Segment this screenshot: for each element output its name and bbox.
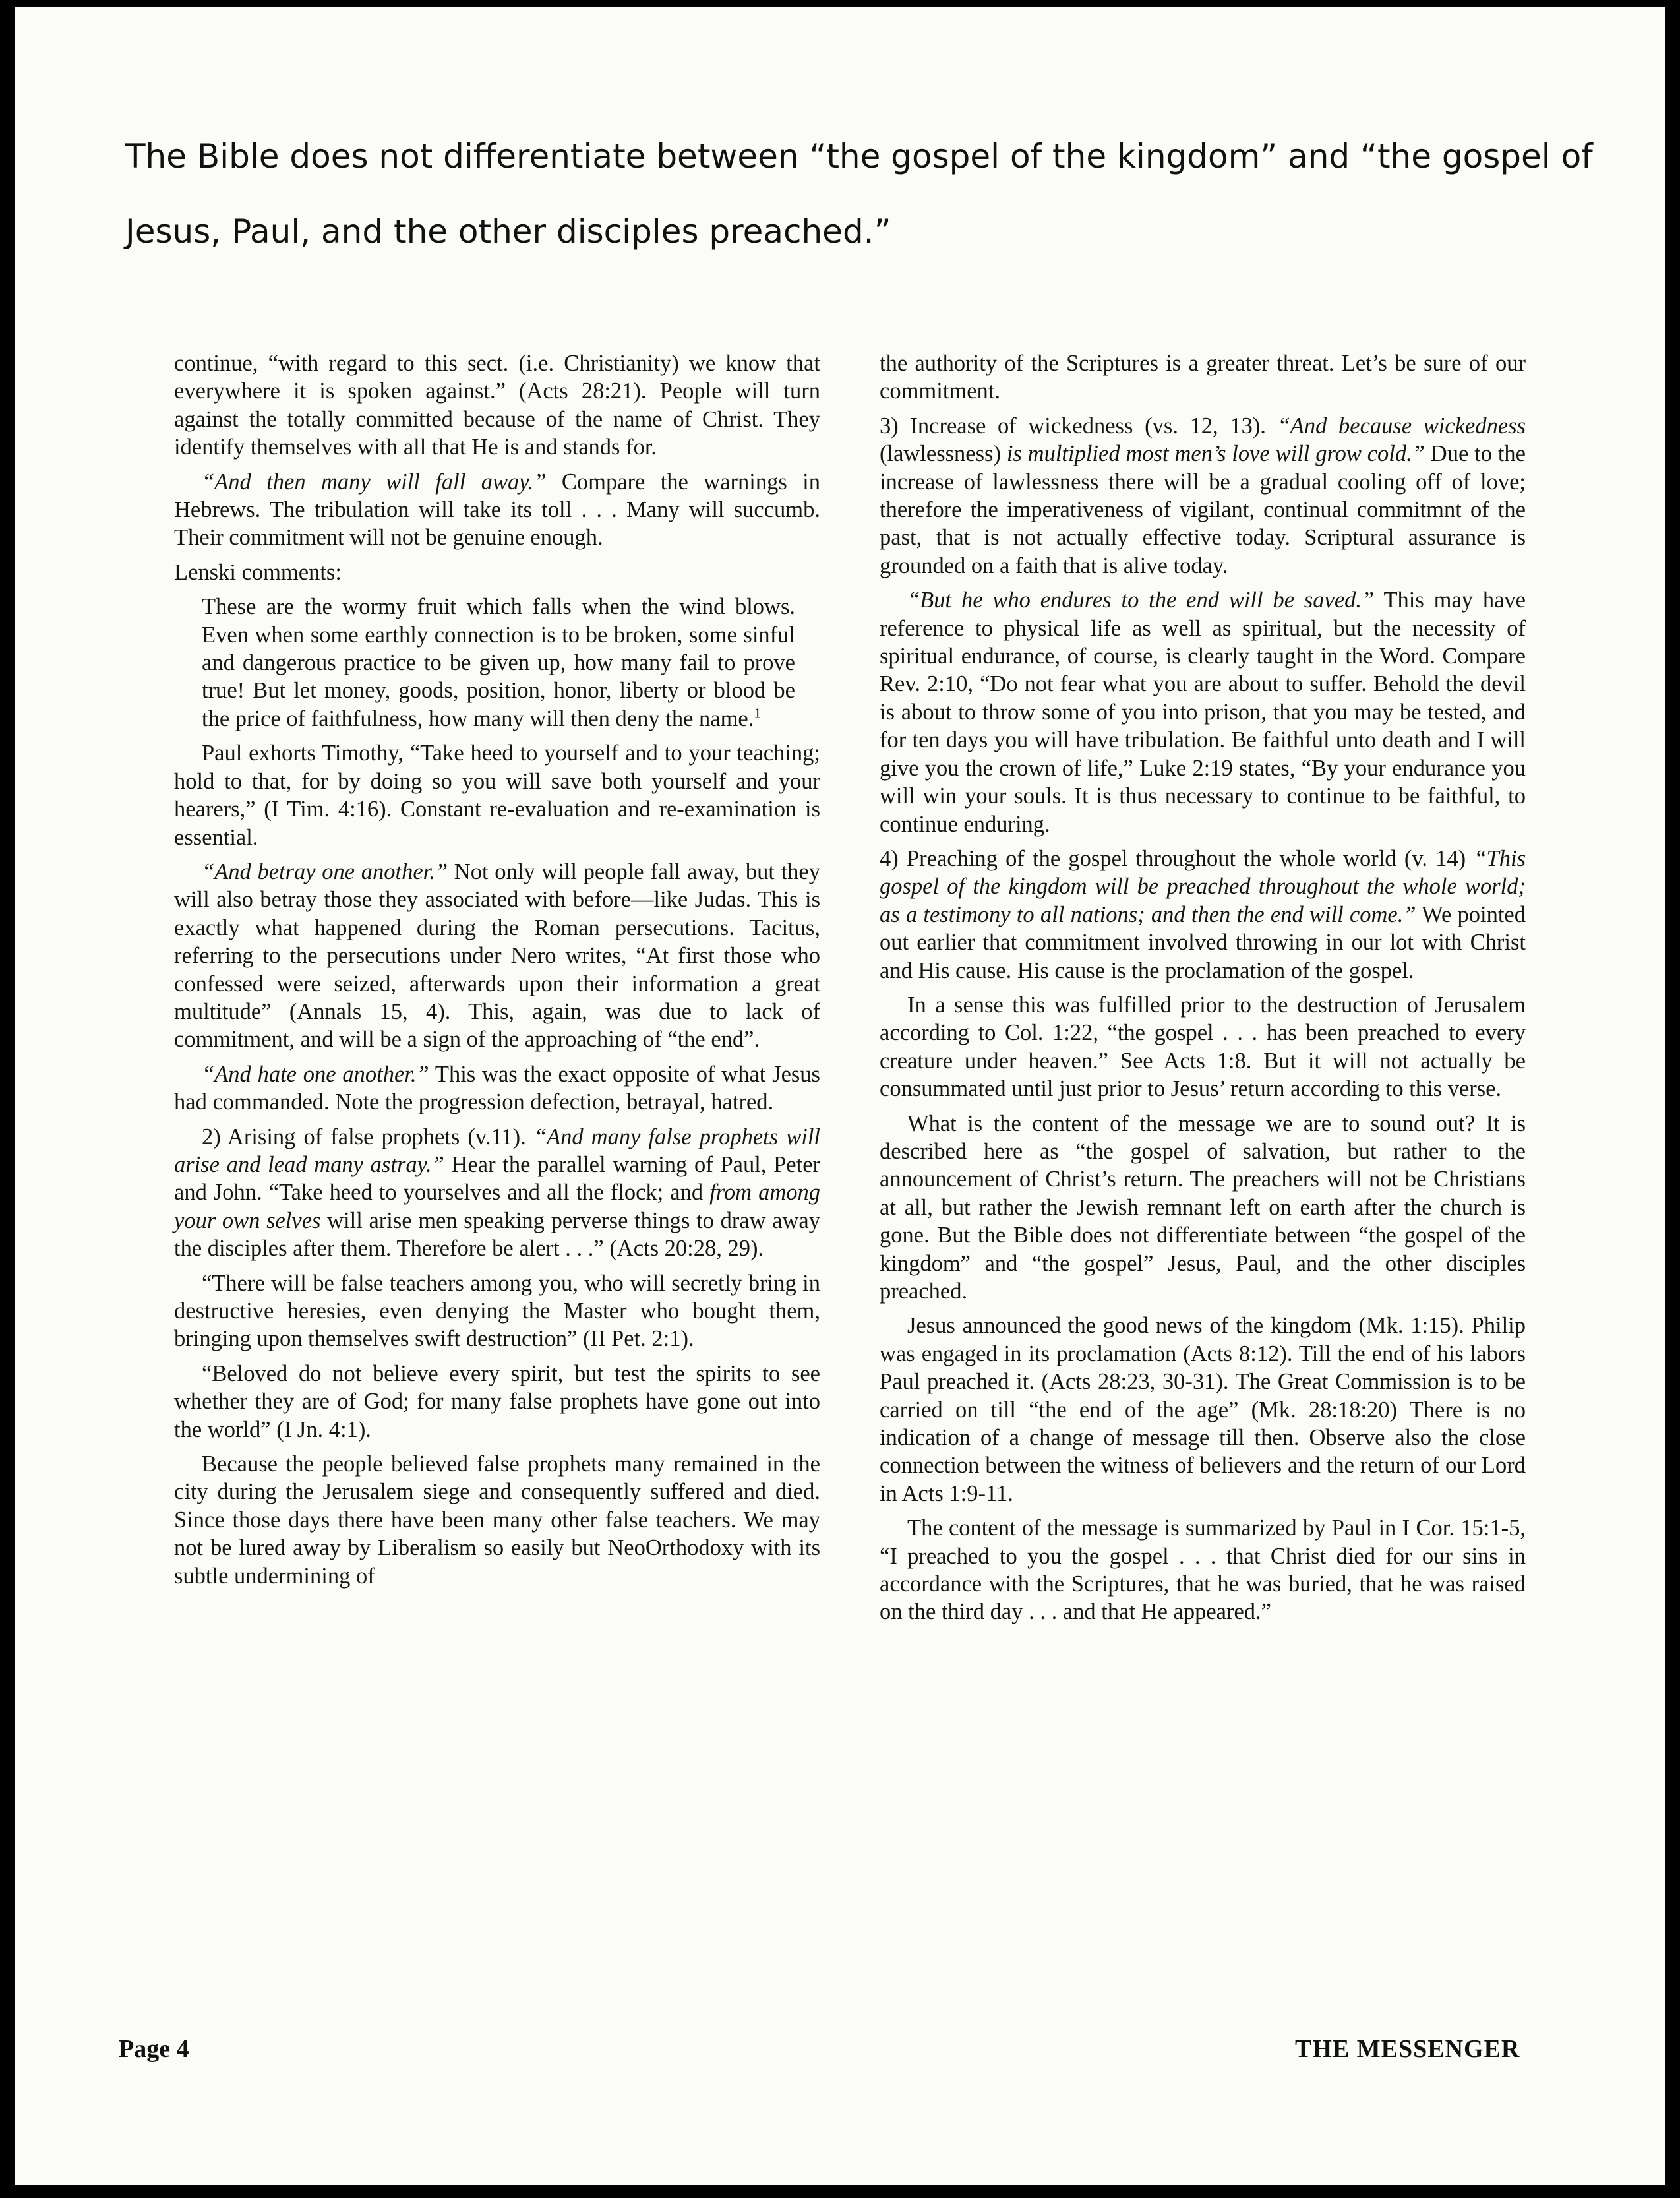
scripture-quote: “And then many will fall away.”	[202, 469, 547, 495]
paragraph: In a sense this was fulfilled prior to the destruction of Jerusalem according to Col. 1:22, “the gospel . . . has been preached to every creature under heaven.” See Acts 1:8. But it will not actually be consummated until just prior to Jesus’ return according to this verse.	[880, 992, 1526, 1102]
left-column	[174, 350, 820, 1597]
paragraph: “There will be false teachers among you, who will secretly bring in destructive heresies, even denying the Master who bought them, bringing upon themselves swift destruction” (II Pet. 2:1).	[174, 1270, 820, 1352]
block-quote: These are the wormy fruit which falls when the wind blows. Even when some earthly connection is to be broken, some sinful and dangerous practice to be given up, how many fail to prove true! But let money, goods, position, honor, liberty or blood be the price of faithfulness, how many will then deny the name.$^1$	[202, 594, 795, 731]
paragraph: “And then many will fall away.” Compare the warnings in Hebrews. The tribulation will take its toll . . . Many will succumb. Their commitment will not be genuine enough.	[174, 469, 820, 551]
scripture-quote: “And hate one another.”	[202, 1061, 429, 1087]
footnote-marker: 1	[754, 704, 762, 721]
scripture-quote: “But he who endures to the end will be saved.”	[907, 588, 1375, 613]
paragraph: Paul exhorts Timothy, “Take heed to yourself and to your teaching; hold to that, for by doing so you will save both yourself and your hearers,” (I Tim. 4:16). Constant re-evaluation and re-examination is essential.	[174, 741, 820, 850]
page-number: Page 4	[119, 2035, 189, 2063]
paragraph: continue, “with regard to this sect. (i.e. Christianity) we know that everywhere it is spoken against.” (Acts 28:21). People will turn against the totally committed because of the name of Christ. They identify themselves with all that He is and stands for.	[174, 351, 820, 460]
paragraph: “But he who endures to the end will be saved.” This may have reference to physical life as well as spiritual, but the necessity of spiritual endurance, of course, is clearly taught in the Word. Compare Rev. 2:10, “Do not fear what you are about to suffer. Behold the devil is about to throw some of you into prison, that you may be tested, and for ten days you will have tribulation. Be faithful unto death and I will give you the crown of life,” Luke 2:19 states, “By your endurance you will win your souls. It is thus necessary to continue to be faithful, to continue enduring.	[880, 588, 1526, 837]
scripture-quote: “And many false prophets will arise and lead many astray.”	[174, 1124, 820, 1177]
paragraph: Because the people believed false prophets many remained in the city during the Jerusalem siege and consequently suffered and died. Since those days there have been many other false teachers. We may not be lured away by Liberalism so easily but NeoOrthodoxy with its subtle undermining of	[174, 1451, 820, 1589]
paragraph: Jesus announced the good news of the kingdom (Mk. 1:15). Philip was engaged in its proclamation (Acts 8:12). Till the end of his labors Paul preached it. (Acts 28:23, 30-31). The Great Commission is to be carried on till “the end of the age” (Mk. 28:18:20) There is no indication of a change of message till then. Observe also the close connection between the witness of believers and the return of our Lord in Acts 1:9-11.	[880, 1313, 1526, 1506]
paragraph: “And hate one another.” This was the exact opposite of what Jesus had commanded. Note the progression defection, betrayal, hatred.	[174, 1061, 820, 1115]
paragraph: 2) Arising of false prophets (v.11). “And many false prophets will arise and lead many astray.” Hear the parallel warning of Paul, Peter and John. “Take heed to yourselves and all the flock; and from among your own selves will arise men speaking perverse things to draw away the disciples after them. Therefore be alert . . .” (Acts 20:28, 29).	[174, 1124, 820, 1262]
publication-name: THE MESSENGER	[1295, 2035, 1520, 2063]
paragraph: What is the content of the message we are to sound out? It is described here as “the gospel of salvation, but rather to the announcement of Christ’s return. The preachers will not be Christians at all, but rather the Jewish remnant left on earth after the church is gone. But the Bible does not differentiate between “the gospel of the kingdom” and “the gospel” Jesus, Paul, and the other disciples preached.	[880, 1111, 1526, 1304]
right-column	[880, 350, 1526, 1633]
scripture-quote: “And because wickedness	[1277, 413, 1526, 439]
paragraph: “And betray one another.” Not only will people fall away, but they will also betray those they associated with before—like Judas. This is exactly what happened during the Roman persecutions. Tacitus, referring to the persecutions under Nero writes, “At first those who confessed were seized, afterwards upon their information a great multitude” (Annals 15, 4). This, again, was due to lack of commitment, and will be a sign of the approaching of “the end”.	[174, 859, 820, 1053]
paragraph: 3) Increase of wickedness (vs. 12, 13). “And because wickedness (lawlessness) is multiplied most men’s love will grow cold.” Due to the increase of lawlessness there will be a gradual cooling off of love; therefore the imperativeness of vigilant, continual commitmnt of the past, that is not actually effective today. Scriptural assurance is grounded on a faith that is alive today.	[880, 413, 1526, 578]
paragraph: Lenski comments:	[174, 559, 342, 585]
scripture-quote: “And betray one another.”	[202, 859, 448, 884]
pull-quote: The Bible does not differentiate between “the gospel of the kingdom” and “the gospel of Jesus, Paul, and the other disciples preached.”	[125, 137, 1593, 251]
page	[15, 7, 1665, 2185]
paragraph: the authority of the Scriptures is a greater threat. Let’s be sure of our commitment.	[880, 351, 1526, 404]
paragraph: “Beloved do not believe every spirit, but test the spirits to see whether they are of God; for many false prophets have gone out into the world” (I Jn. 4:1).	[174, 1360, 820, 1442]
scripture-quote: “This gospel of the kingdom will be preached throughout the whole world; as a testimony to all nations; and then the end will come.”	[880, 845, 1526, 927]
paragraph: 4) Preaching of the gospel throughout the whole world (v. 14) “This gospel of the kingdom will be preached throughout the whole world; as a testimony to all nations; and then the end will come.” We pointed out earlier that commitment involved throwing in our lot with Christ and His cause. His cause is the proclamation of the gospel.	[880, 845, 1526, 983]
paragraph: The content of the message is summarized by Paul in I Cor. 15:1-5, “I preached to you the gospel . . . that Christ died for our sins in accordance with the Scriptures, that he was buried, that he was raised on the third day . . . and that He appeared.”	[880, 1515, 1526, 1625]
